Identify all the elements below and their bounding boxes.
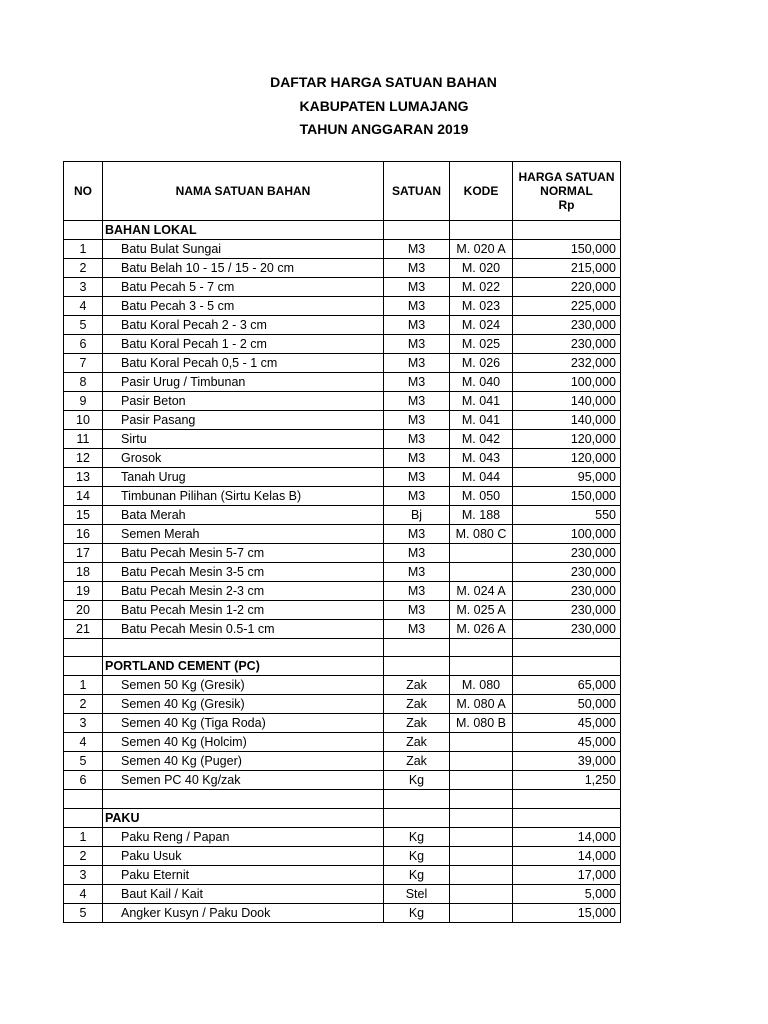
cell-harga: 5,000	[513, 884, 621, 903]
cell-no: 4	[64, 733, 103, 752]
cell-nama: Pasir Beton	[103, 392, 384, 411]
cell-satuan: M3	[384, 411, 450, 430]
table-body	[64, 221, 621, 923]
empty-cell	[513, 639, 621, 657]
cell-no: 5	[64, 316, 103, 335]
cell-satuan: Zak	[384, 733, 450, 752]
cell-no: 10	[64, 411, 103, 430]
header-satuan: SATUAN	[384, 162, 450, 221]
empty-cell	[450, 221, 513, 240]
cell-kode: M. 042	[450, 430, 513, 449]
section-row	[64, 221, 621, 240]
cell-kode	[450, 733, 513, 752]
section-row	[64, 657, 621, 676]
cell-harga: 17,000	[513, 865, 621, 884]
cell-no: 3	[64, 714, 103, 733]
table-row	[64, 884, 621, 903]
cell-satuan: Zak	[384, 676, 450, 695]
cell-harga: 230,000	[513, 335, 621, 354]
cell-nama: Semen PC 40 Kg/zak	[103, 771, 384, 790]
blank-row	[64, 639, 621, 657]
cell-nama: Pasir Urug / Timbunan	[103, 373, 384, 392]
cell-satuan: M3	[384, 259, 450, 278]
cell-satuan: M3	[384, 373, 450, 392]
cell-kode: M. 020	[450, 259, 513, 278]
cell-nama: Batu Pecah Mesin 0.5-1 cm	[103, 620, 384, 639]
cell-harga: 230,000	[513, 620, 621, 639]
cell-kode: M. 050	[450, 487, 513, 506]
header-harga	[513, 162, 621, 221]
empty-cell	[450, 657, 513, 676]
cell-kode: M. 188	[450, 506, 513, 525]
cell-kode	[450, 563, 513, 582]
cell-harga: 550	[513, 506, 621, 525]
table-row	[64, 335, 621, 354]
cell-kode	[450, 544, 513, 563]
table-row	[64, 563, 621, 582]
cell-satuan: M3	[384, 240, 450, 259]
cell-satuan: Kg	[384, 846, 450, 865]
cell-harga: 225,000	[513, 297, 621, 316]
cell-satuan: M3	[384, 354, 450, 373]
empty-cell	[513, 790, 621, 808]
cell-no: 5	[64, 752, 103, 771]
table-row	[64, 544, 621, 563]
cell-no: 2	[64, 259, 103, 278]
cell-no: 6	[64, 771, 103, 790]
table-row	[64, 278, 621, 297]
cell-satuan: M3	[384, 392, 450, 411]
cell-harga: 230,000	[513, 563, 621, 582]
cell-no: 14	[64, 487, 103, 506]
table-row	[64, 411, 621, 430]
empty-cell	[513, 657, 621, 676]
empty-cell	[513, 221, 621, 240]
cell-harga: 230,000	[513, 582, 621, 601]
cell-nama: Batu Pecah Mesin 1-2 cm	[103, 601, 384, 620]
cell-satuan: Kg	[384, 771, 450, 790]
cell-kode	[450, 771, 513, 790]
cell-kode: M. 020 A	[450, 240, 513, 259]
cell-kode	[450, 865, 513, 884]
cell-nama: Bata Merah	[103, 506, 384, 525]
cell-nama: Batu Koral Pecah 1 - 2 cm	[103, 335, 384, 354]
cell-no: 19	[64, 582, 103, 601]
section-row	[64, 808, 621, 827]
cell-harga: 120,000	[513, 430, 621, 449]
cell-nama: Angker Kusyn / Paku Dook	[103, 903, 384, 922]
header-kode: KODE	[450, 162, 513, 221]
header-harga-line-1: HARGA SATUAN	[518, 170, 615, 184]
cell-satuan: Bj	[384, 506, 450, 525]
cell-harga: 230,000	[513, 316, 621, 335]
cell-nama: Batu Pecah 3 - 5 cm	[103, 297, 384, 316]
table-row	[64, 240, 621, 259]
empty-cell	[384, 808, 450, 827]
cell-nama: Baut Kail / Kait	[103, 884, 384, 903]
cell-nama: Timbunan Pilihan (Sirtu Kelas B)	[103, 487, 384, 506]
table-row	[64, 695, 621, 714]
cell-no: 8	[64, 373, 103, 392]
title-line-3: TAHUN ANGGARAN 2019	[299, 121, 469, 137]
cell-nama: Semen 40 Kg (Holcim)	[103, 733, 384, 752]
cell-nama: Semen 40 Kg (Gresik)	[103, 695, 384, 714]
cell-kode: M. 023	[450, 297, 513, 316]
cell-kode: M. 043	[450, 449, 513, 468]
section-title: PAKU	[103, 808, 384, 827]
cell-harga: 230,000	[513, 544, 621, 563]
table-row	[64, 676, 621, 695]
cell-kode: M. 025	[450, 335, 513, 354]
header-nama: NAMA SATUAN BAHAN	[103, 162, 384, 221]
table-row	[64, 601, 621, 620]
cell-nama: Pasir Pasang	[103, 411, 384, 430]
empty-cell	[450, 639, 513, 657]
cell-nama: Batu Pecah Mesin 5-7 cm	[103, 544, 384, 563]
cell-kode: M. 026	[450, 354, 513, 373]
cell-satuan: M3	[384, 620, 450, 639]
table-row	[64, 714, 621, 733]
section-title: BAHAN LOKAL	[103, 221, 384, 240]
cell-no: 1	[64, 240, 103, 259]
cell-satuan: M3	[384, 316, 450, 335]
cell-nama: Batu Pecah Mesin 3-5 cm	[103, 563, 384, 582]
cell-nama: Paku Eternit	[103, 865, 384, 884]
cell-harga: 100,000	[513, 525, 621, 544]
empty-cell	[384, 790, 450, 808]
cell-harga: 100,000	[513, 373, 621, 392]
cell-satuan: Zak	[384, 714, 450, 733]
cell-satuan: M3	[384, 278, 450, 297]
cell-no: 6	[64, 335, 103, 354]
cell-satuan: Kg	[384, 903, 450, 922]
cell-satuan: M3	[384, 544, 450, 563]
cell-nama: Semen 50 Kg (Gresik)	[103, 676, 384, 695]
empty-cell	[64, 808, 103, 827]
cell-nama: Semen 40 Kg (Puger)	[103, 752, 384, 771]
cell-nama: Batu Pecah 5 - 7 cm	[103, 278, 384, 297]
cell-kode: M. 024 A	[450, 582, 513, 601]
cell-kode	[450, 846, 513, 865]
empty-cell	[450, 808, 513, 827]
table-row	[64, 468, 621, 487]
cell-satuan: Kg	[384, 827, 450, 846]
cell-satuan: M3	[384, 449, 450, 468]
cell-kode: M. 041	[450, 392, 513, 411]
cell-kode: M. 080 A	[450, 695, 513, 714]
empty-cell	[64, 639, 103, 657]
table-row	[64, 354, 621, 373]
cell-satuan: M3	[384, 430, 450, 449]
table-row	[64, 487, 621, 506]
cell-nama: Batu Pecah Mesin 2-3 cm	[103, 582, 384, 601]
cell-kode	[450, 903, 513, 922]
cell-kode: M. 080	[450, 676, 513, 695]
cell-nama: Semen 40 Kg (Tiga Roda)	[103, 714, 384, 733]
cell-satuan: M3	[384, 525, 450, 544]
cell-no: 11	[64, 430, 103, 449]
cell-no: 15	[64, 506, 103, 525]
blank-row	[64, 790, 621, 808]
title-line-1: DAFTAR HARGA SATUAN BAHAN	[270, 74, 497, 90]
title-line-2: KABUPATEN LUMAJANG	[299, 97, 469, 114]
cell-nama: Paku Usuk	[103, 846, 384, 865]
cell-harga: 39,000	[513, 752, 621, 771]
table-row	[64, 827, 621, 846]
table-row	[64, 846, 621, 865]
cell-nama: Batu Belah 10 - 15 / 15 - 20 cm	[103, 259, 384, 278]
cell-nama: Paku Reng / Papan	[103, 827, 384, 846]
table-row	[64, 506, 621, 525]
cell-nama: Semen Merah	[103, 525, 384, 544]
cell-kode	[450, 884, 513, 903]
table-row	[64, 525, 621, 544]
cell-kode: M. 041	[450, 411, 513, 430]
cell-no: 5	[64, 903, 103, 922]
cell-no: 21	[64, 620, 103, 639]
cell-harga: 65,000	[513, 676, 621, 695]
cell-no: 16	[64, 525, 103, 544]
table-row	[64, 620, 621, 639]
cell-kode: M. 040	[450, 373, 513, 392]
cell-harga: 95,000	[513, 468, 621, 487]
section-title: PORTLAND CEMENT (PC)	[103, 657, 384, 676]
cell-no: 4	[64, 297, 103, 316]
table-row	[64, 582, 621, 601]
cell-no: 2	[64, 695, 103, 714]
header-harga-line-2: NORMAL	[540, 184, 593, 198]
cell-kode: M. 022	[450, 278, 513, 297]
cell-satuan: M3	[384, 582, 450, 601]
cell-satuan: M3	[384, 487, 450, 506]
empty-cell	[384, 657, 450, 676]
cell-harga: 215,000	[513, 259, 621, 278]
cell-kode: M. 025 A	[450, 601, 513, 620]
cell-no: 1	[64, 676, 103, 695]
cell-satuan: Kg	[384, 865, 450, 884]
cell-nama: Sirtu	[103, 430, 384, 449]
cell-kode: M. 026 A	[450, 620, 513, 639]
table-row	[64, 259, 621, 278]
cell-no: 9	[64, 392, 103, 411]
table-row	[64, 865, 621, 884]
cell-satuan: Zak	[384, 752, 450, 771]
table-row	[64, 752, 621, 771]
table-row	[64, 373, 621, 392]
header-harga-line-3: Rp	[558, 198, 575, 212]
header-no: NO	[64, 162, 103, 221]
table-row	[64, 771, 621, 790]
cell-no: 20	[64, 601, 103, 620]
empty-cell	[103, 639, 384, 657]
table-row	[64, 316, 621, 335]
empty-cell	[64, 790, 103, 808]
empty-cell	[384, 221, 450, 240]
cell-satuan: M3	[384, 563, 450, 582]
document-title	[0, 71, 768, 142]
empty-cell	[64, 221, 103, 240]
cell-harga: 50,000	[513, 695, 621, 714]
cell-no: 13	[64, 468, 103, 487]
cell-nama: Batu Koral Pecah 0,5 - 1 cm	[103, 354, 384, 373]
cell-harga: 230,000	[513, 601, 621, 620]
cell-no: 18	[64, 563, 103, 582]
cell-no: 3	[64, 865, 103, 884]
table-row	[64, 903, 621, 922]
cell-harga: 220,000	[513, 278, 621, 297]
cell-no: 3	[64, 278, 103, 297]
table-row	[64, 430, 621, 449]
cell-satuan: M3	[384, 297, 450, 316]
cell-satuan: Zak	[384, 695, 450, 714]
empty-cell	[103, 790, 384, 808]
cell-harga: 120,000	[513, 449, 621, 468]
cell-no: 7	[64, 354, 103, 373]
cell-kode	[450, 752, 513, 771]
cell-nama: Tanah Urug	[103, 468, 384, 487]
cell-kode	[450, 827, 513, 846]
table-row	[64, 449, 621, 468]
cell-no: 17	[64, 544, 103, 563]
cell-satuan: Stel	[384, 884, 450, 903]
cell-kode: M. 044	[450, 468, 513, 487]
cell-satuan: M3	[384, 468, 450, 487]
empty-cell	[513, 808, 621, 827]
cell-harga: 150,000	[513, 240, 621, 259]
cell-kode: M. 080 B	[450, 714, 513, 733]
cell-harga: 45,000	[513, 733, 621, 752]
cell-nama: Batu Koral Pecah 2 - 3 cm	[103, 316, 384, 335]
table-row	[64, 733, 621, 752]
empty-cell	[384, 639, 450, 657]
cell-harga: 150,000	[513, 487, 621, 506]
price-table	[63, 161, 621, 923]
cell-kode: M. 080 C	[450, 525, 513, 544]
cell-harga: 14,000	[513, 827, 621, 846]
cell-satuan: M3	[384, 601, 450, 620]
cell-no: 12	[64, 449, 103, 468]
cell-harga: 232,000	[513, 354, 621, 373]
cell-no: 2	[64, 846, 103, 865]
cell-kode: M. 024	[450, 316, 513, 335]
table-row	[64, 392, 621, 411]
cell-harga: 140,000	[513, 411, 621, 430]
cell-harga: 15,000	[513, 903, 621, 922]
cell-nama: Batu Bulat Sungai	[103, 240, 384, 259]
cell-no: 4	[64, 884, 103, 903]
empty-cell	[64, 657, 103, 676]
cell-harga: 140,000	[513, 392, 621, 411]
empty-cell	[450, 790, 513, 808]
cell-harga: 45,000	[513, 714, 621, 733]
cell-nama: Grosok	[103, 449, 384, 468]
cell-harga: 1,250	[513, 771, 621, 790]
table-row	[64, 297, 621, 316]
table-header-row	[64, 162, 621, 221]
cell-no: 1	[64, 827, 103, 846]
cell-satuan: M3	[384, 335, 450, 354]
cell-harga: 14,000	[513, 846, 621, 865]
